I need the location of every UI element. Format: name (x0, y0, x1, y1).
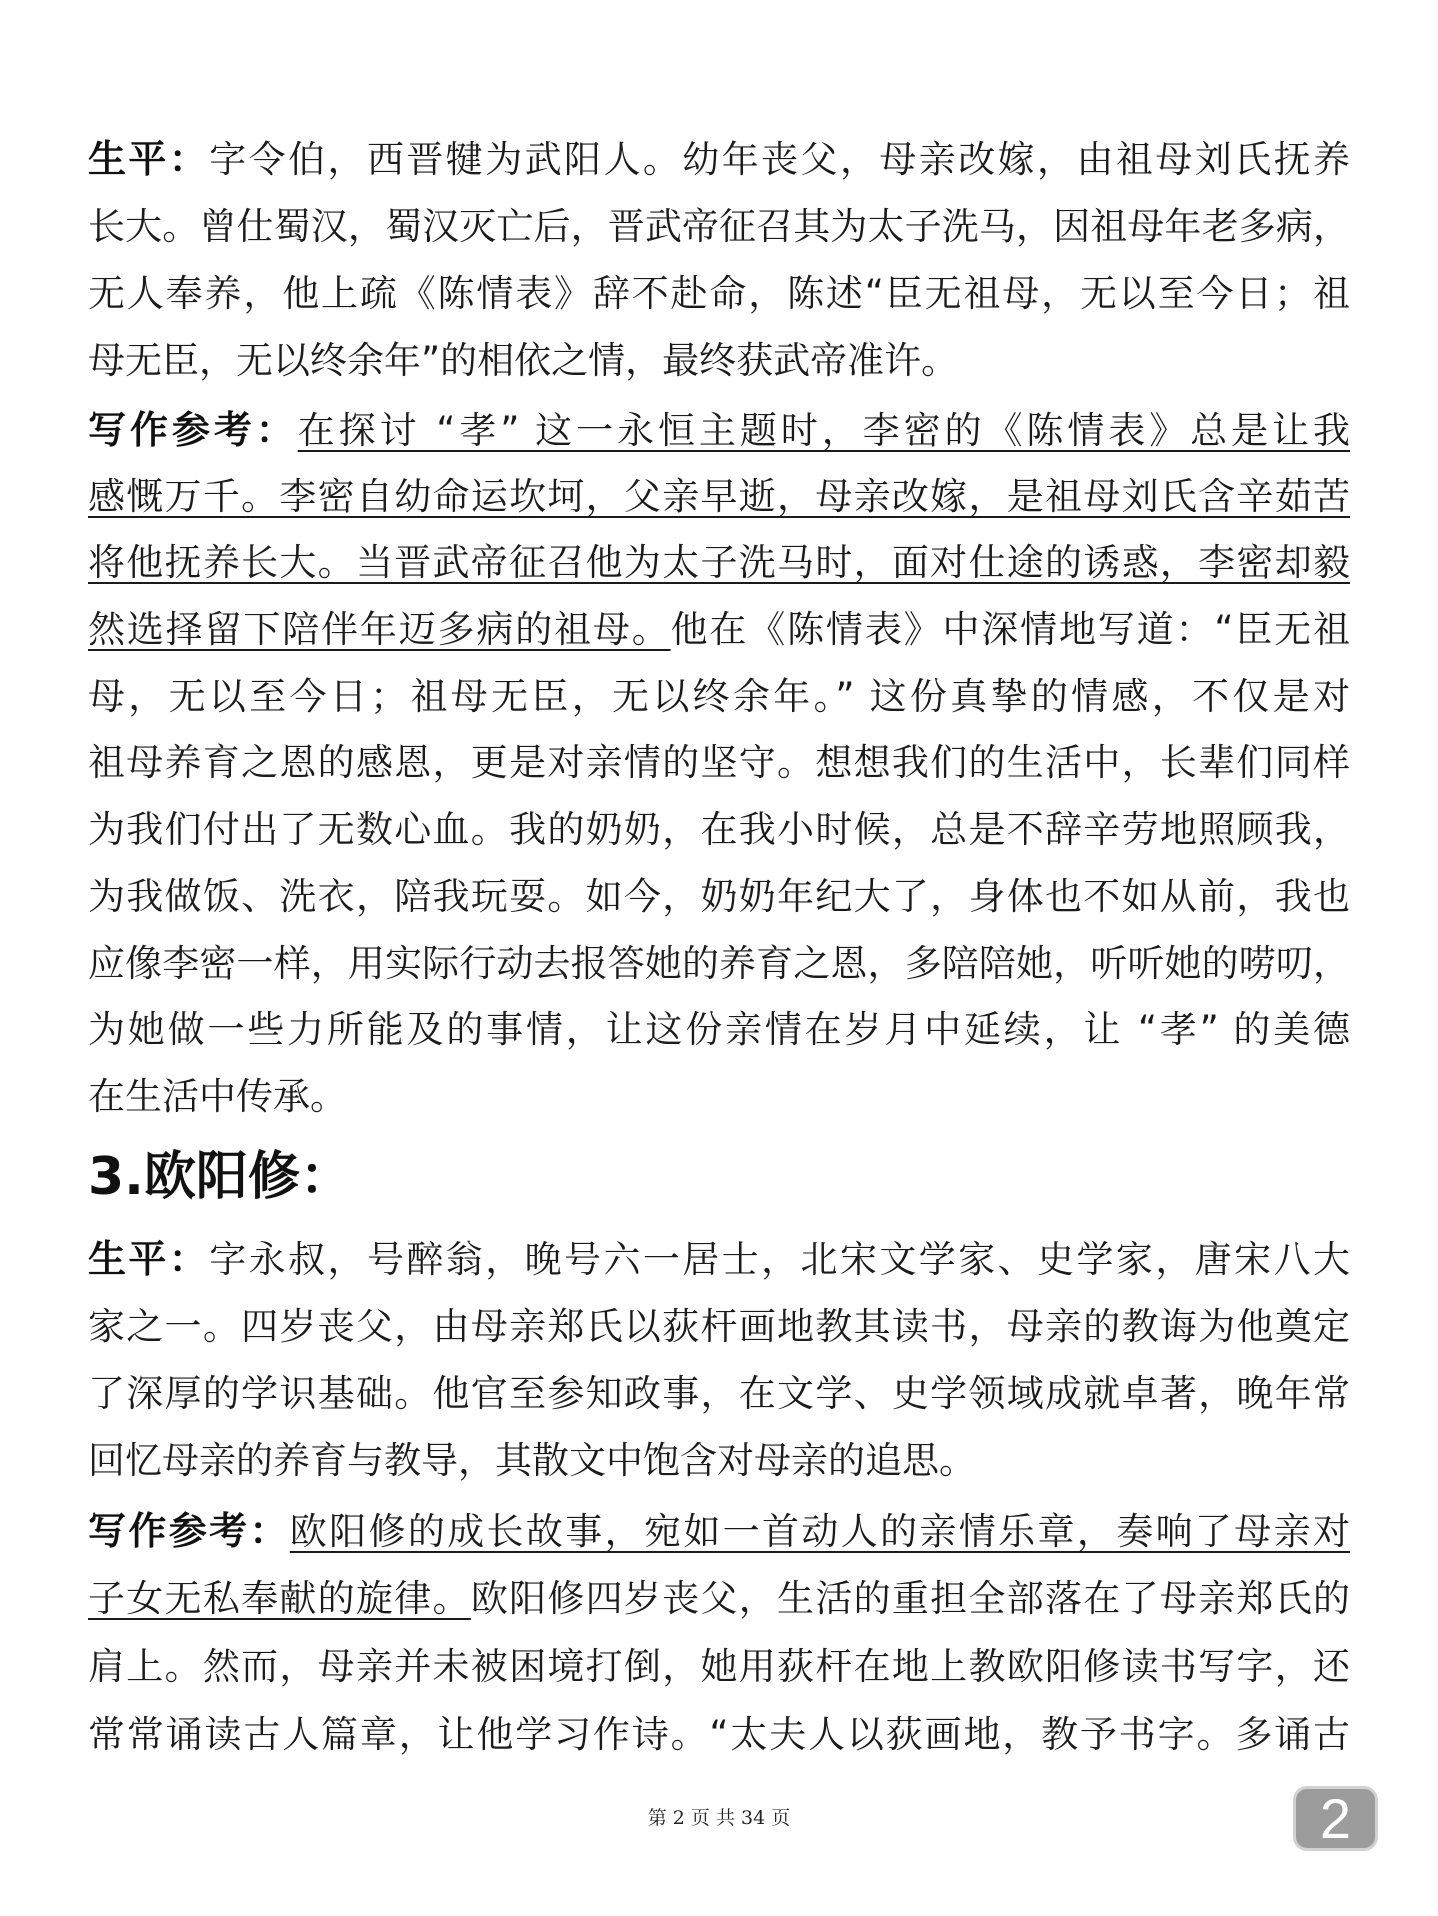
underlined-text: 然选择留下陪伴年迈多病的祖母。 (88, 608, 671, 652)
text-line (88, 1226, 1350, 1293)
underlined-text: 欧阳修的成长故事，宛如一首动人的亲情乐章，奏响了母亲对 (289, 1510, 1350, 1553)
text-line: 在生活中传承。 (88, 1074, 347, 1118)
text-line (88, 464, 1350, 531)
section-heading: 3.欧阳修： (88, 1147, 352, 1207)
text-line (88, 397, 1350, 464)
li-mi-writing-paragraph (88, 397, 1350, 1131)
ouyang-xiu-bio-paragraph (88, 1226, 1350, 1494)
text-line (88, 1565, 1350, 1633)
text-line: 肩上。然而，母亲并未被困境打倒，她用荻杆在地上教欧阳修读书写字，还 (88, 1645, 1350, 1688)
underlined-text: 将他抚养长大。当晋武帝征召他为太子洗马时，面对仕途的诱惑，李密却毅 (88, 541, 1350, 585)
page-number-badge: 2 (1293, 1786, 1378, 1851)
bio-label: 生平： (88, 137, 210, 181)
bio-label: 生平： (88, 1237, 210, 1281)
plain-text: 他在《陈情表》中深情地写道：“臣无祖 (670, 608, 1350, 652)
text-line: 为我们付出了无数心血。我的奶奶，在我小时候，总是不辞辛劳地照顾我， (88, 808, 1350, 852)
text-line: 无人奉养，他上疏《陈情表》辞不赴命，陈述“臣无祖母，无以至今日；祖 (88, 272, 1350, 315)
text-line: 祖母养育之恩的感恩，更是对亲情的坚守。想想我们的生活中，长辈们同样 (88, 741, 1350, 785)
text-line (88, 126, 1350, 193)
ouyang-xiu-writing-paragraph (88, 1497, 1350, 1769)
underlined-text: 在探讨 “孝” 这一永恒主题时，李密的《陈情表》总是让我 (297, 409, 1350, 452)
underlined-text: 感慨万千。李密自幼命运坎坷，父亲早逝，母亲改嫁，是祖母刘氏含辛茹苦 (88, 474, 1350, 518)
text-line: 为她做一些力所能及的事情，让这份亲情在岁月中延续，让 “孝” 的美德 (88, 1008, 1350, 1052)
bio-text: 字令伯，西晋犍为武阳人。幼年丧父，母亲改嫁，由祖母刘氏抚养 (209, 138, 1350, 181)
page-number-label: 第 2 页 共 34 页 (647, 1807, 791, 1829)
text-line (88, 1497, 1350, 1565)
text-line: 了深厚的学识基础。他官至参知政事，在文学、史学领域成就卓著，晚年常 (88, 1372, 1350, 1415)
text-line: 回忆母亲的养育与教导，其散文中饱含对母亲的追思。 (88, 1439, 976, 1482)
text-line: 母，无以至今日；祖母无臣，无以终余年。” 这份真挚的情感，不仅是对 (88, 674, 1350, 718)
li-mi-bio-paragraph (88, 126, 1350, 394)
text-line: 应像李密一样，用实际行动去报答她的养育之恩，多陪陪她，听听她的唠叨， (88, 941, 1350, 985)
text-line (88, 530, 1350, 597)
text-line: 家之一。四岁丧父，由母亲郑氏以荻杆画地教其读书，母亲的教诲为他奠定 (88, 1305, 1350, 1348)
underlined-text: 子女无私奉献的旋律。 (88, 1577, 471, 1620)
bio-text: 字永叔，号醉翁，晚号六一居士，北宋文学家、史学家，唐宋八大 (209, 1238, 1350, 1281)
text-line: 常常诵读古人篇章，让他学习作诗。“太夫人以荻画地，教予书字。多诵古 (88, 1713, 1350, 1756)
writing-label: 写作参考： (88, 1509, 290, 1553)
text-line (88, 597, 1350, 664)
plain-text: 欧阳修四岁丧父，生活的重担全部落在了母亲郑氏的 (470, 1577, 1350, 1620)
text-line: 为我做饭、洗衣，陪我玩耍。如今，奶奶年纪大了，身体也不如从前，我也 (88, 874, 1350, 918)
text-line: 母无臣，无以终余年”的相依之情，最终获武帝准许。 (88, 339, 959, 382)
writing-label: 写作参考： (88, 408, 298, 452)
text-line: 长大。曾仕蜀汉，蜀汉灭亡后，晋武帝征召其为太子洗马，因祖母年老多病， (88, 205, 1350, 248)
